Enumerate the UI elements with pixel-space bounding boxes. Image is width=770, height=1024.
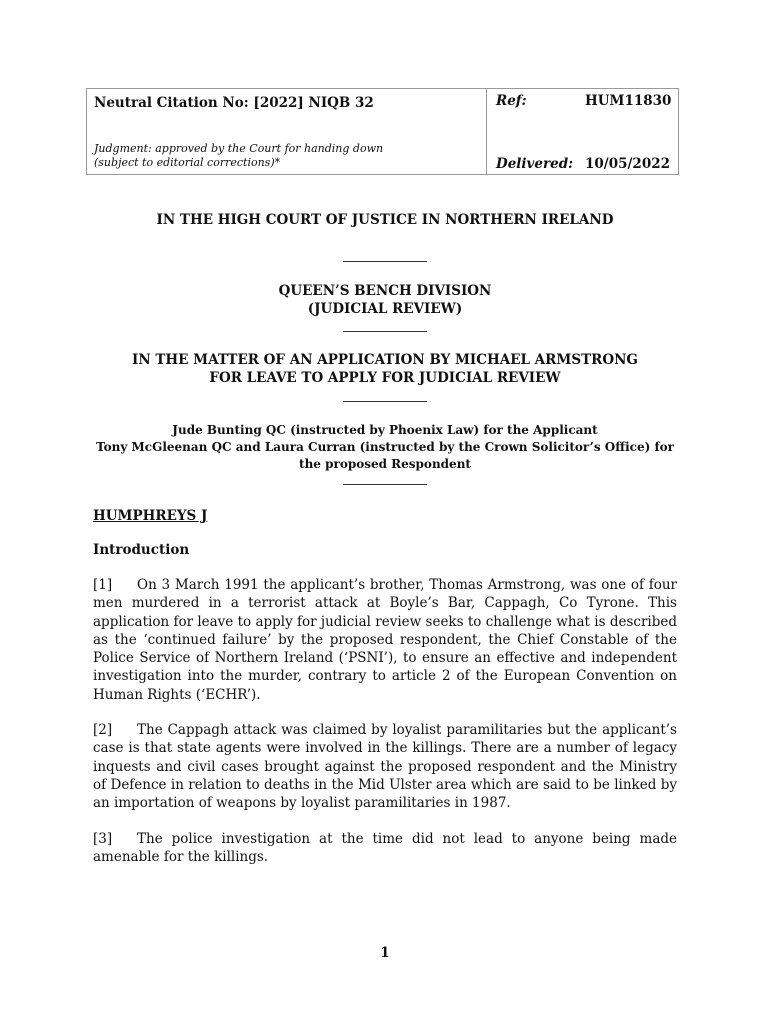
ref-label: Ref: [496, 93, 527, 109]
section-heading: Introduction [93, 542, 190, 558]
divider-rule [343, 331, 427, 332]
page-number: 1 [380, 945, 390, 961]
matter-title [86, 351, 684, 387]
paragraph-number: [2] [93, 722, 113, 738]
counsel-line3: the proposed Respondent [299, 457, 471, 471]
divider-rule [343, 401, 427, 402]
paragraph [93, 576, 677, 704]
citation-table [86, 88, 679, 175]
division-line2: (JUDICIAL REVIEW) [307, 301, 463, 317]
matter-line1: IN THE MATTER OF AN APPLICATION BY MICHAEL ARMSTRONG [132, 352, 638, 368]
neutral-citation: Neutral Citation No: [2022] NIQB 32 [94, 95, 374, 111]
paragraph [93, 721, 677, 812]
counsel-block [86, 422, 684, 473]
court-title: IN THE HIGH COURT OF JUSTICE IN NORTHERN IRELAND [156, 212, 614, 228]
division-title [86, 282, 684, 318]
delivered-value: 10/05/2022 [585, 156, 671, 172]
judgment-note-line1: Judgment: approved by the Court for handing down [94, 142, 384, 155]
judgment-note-line2: (subject to editorial corrections)* [94, 156, 281, 169]
matter-line2: FOR LEAVE TO APPLY FOR JUDICIAL REVIEW [209, 370, 561, 386]
judge-name: HUMPHREYS J [93, 508, 208, 524]
table-divider [486, 89, 487, 174]
paragraph-text: On 3 March 1991 the applicant’s brother, Thomas Armstrong, was one of four men murdered in a terrorist attack at Boyle’s Bar, Cappagh, Co Tyrone. This application for leave to apply for judicial review seeks to challenge what is described as the ‘continued failure’ by the proposed respondent, the Chief Constable of the Police Service of Northern Ireland (‘PSNI’), to ensure an effective and independent investigation into the murder, contrary to article 2 of the European Convention on Human Rights (‘ECHR’). [93, 577, 677, 703]
paragraph [93, 830, 677, 867]
divider-rule [343, 261, 427, 262]
paragraph-text: The police investigation at the time did not lead to anyone being made amenable for the killings. [93, 831, 677, 866]
division-line1: QUEEN’S BENCH DIVISION [278, 283, 492, 299]
divider-rule [343, 484, 427, 485]
counsel-line1: Jude Bunting QC (instructed by Phoenix Law) for the Applicant [172, 423, 598, 437]
delivered-label: Delivered: [496, 156, 574, 172]
counsel-line2: Tony McGleenan QC and Laura Curran (instructed by the Crown Solicitor’s Office) for [96, 440, 674, 454]
paragraph-number: [3] [93, 831, 113, 847]
ref-value: HUM11830 [585, 93, 672, 109]
paragraph-text: The Cappagh attack was claimed by loyalist paramilitaries but the applicant’s case is that state agents were involved in the killings. There are a number of legacy inquests and civil cases brought against the proposed respondent and the Ministry of Defence in relation to deaths in the Mid Ulster area which are said to be linked by an importation of weapons by loyalist paramilitaries in 1987. [93, 722, 677, 812]
judgment-note [94, 142, 414, 170]
paragraph-number: [1] [93, 577, 113, 593]
